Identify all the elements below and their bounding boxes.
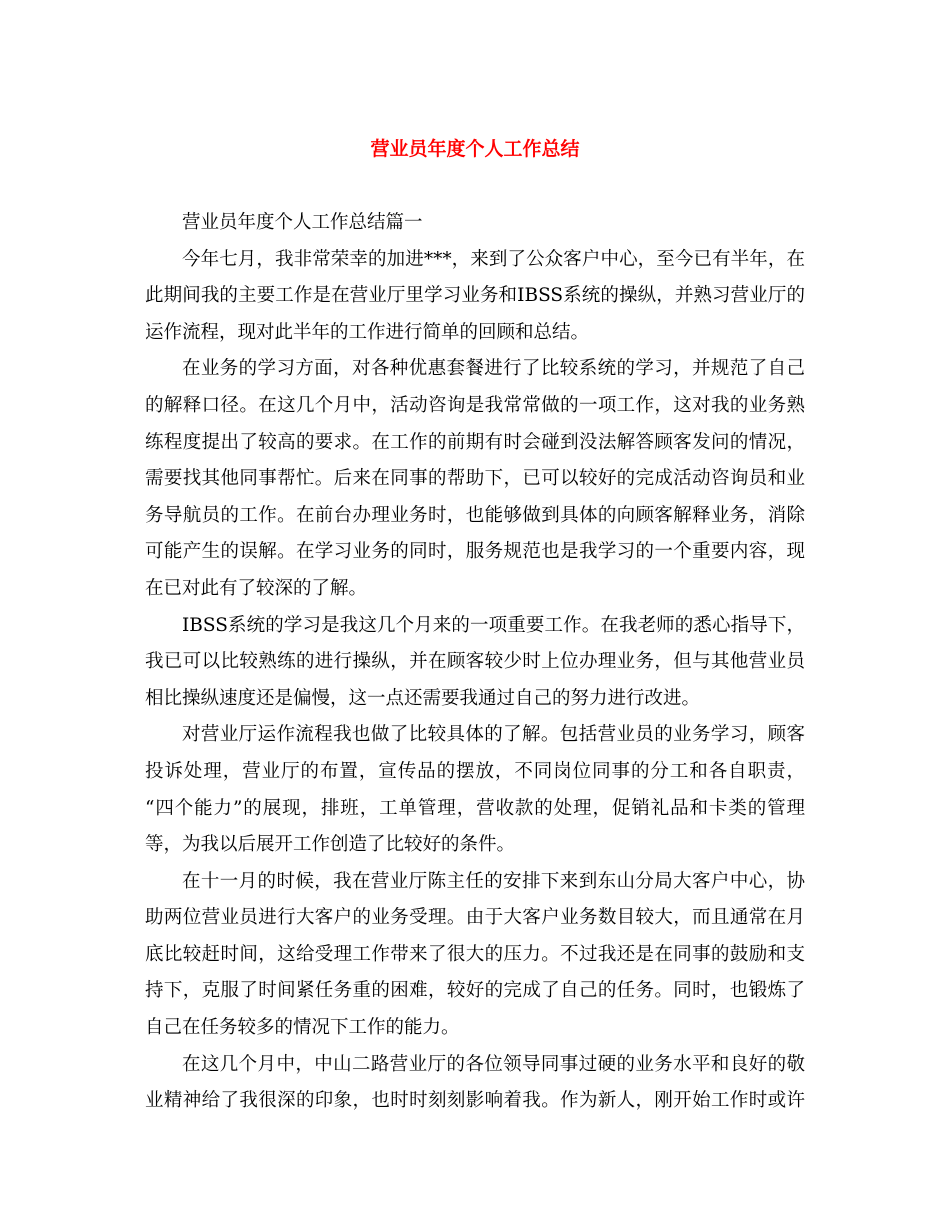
paragraph-line: 底比较赶时间，这给受理工作带来了很大的压力。不过我还是在同事的鼓励和支	[145, 943, 805, 965]
document-title: 营业员年度个人工作总结	[370, 138, 580, 160]
paragraph-line: 运作流程，现对此半年的工作进行简单的回顾和总结。	[145, 321, 590, 343]
paragraph-line: 在业务的学习方面，对各种优惠套餐进行了比较系统的学习，并规范了自己	[182, 358, 805, 380]
paragraph-line: 对营业厅运作流程我也做了比较具体的了解。包括营业员的业务学习，顾客	[182, 724, 805, 746]
document-body	[145, 205, 805, 1120]
paragraph-line: 投诉处理，营业厅的布置，宣传品的摆放，不同岗位同事的分工和各自职责，	[145, 760, 805, 782]
paragraph-line: 需要找其他同事帮忙。后来在同事的帮助下，已可以较好的完成活动咨询员和业	[145, 468, 805, 490]
paragraph-line: 助两位营业员进行大客户的业务受理。由于大客户业务数目较大，而且通常在月	[145, 907, 805, 929]
paragraph-line: 营业员年度个人工作总结篇一	[182, 212, 423, 233]
paragraph-line: 我已可以比较熟练的进行操纵，并在顾客较少时上位办理业务，但与其他营业员	[145, 651, 805, 673]
paragraph-line: “四个能力”的展现，排班，工单管理，营收款的处理，促销礼品和卡类的管理	[145, 797, 805, 819]
paragraph-line: 务导航员的工作。在前台办理业务时，也能够做到具体的向顾客解释业务，消除	[145, 504, 805, 526]
paragraph-line: IBSS系统的学习是我这几个月来的一项重要工作。在我老师的悉心指导下，	[182, 614, 805, 636]
paragraph-line: 练程度提出了较高的要求。在工作的前期有时会碰到没法解答顾客发问的情况，	[145, 431, 805, 453]
paragraph-line: 持下，克服了时间紧任务重的困难，较好的完成了自己的任务。同时，也锻炼了	[145, 980, 805, 1002]
paragraph-line: 此期间我的主要工作是在营业厅里学习业务和IBSS系统的操纵，并熟习营业厅的	[145, 285, 805, 307]
paragraph-line: 相比操纵速度还是偏慢，这一点还需要我通过自己的努力进行改进。	[145, 687, 701, 709]
paragraph-line: 在已对此有了较深的了解。	[145, 577, 368, 599]
paragraph-line: 今年七月，我非常荣幸的加进***，来到了公众客户中心，至今已有半年，在	[182, 248, 805, 270]
paragraph-line: 等，为我以后展开工作创造了比较好的条件。	[145, 834, 516, 856]
paragraph-line: 在十一月的时候，我在营业厅陈主任的安排下来到东山分局大客户中心，协	[182, 870, 805, 892]
paragraph-line: 的解释口径。在这几个月中，活动咨询是我常常做的一项工作，这对我的业务熟	[145, 394, 805, 416]
paragraph-line: 自己在任务较多的情况下工作的能力。	[145, 1017, 460, 1039]
paragraph-line: 业精神给了我很深的印象，也时时刻刻影响着我。作为新人，刚开始工作时或许	[145, 1090, 805, 1112]
paragraph-line: 可能产生的误解。在学习业务的同时，服务规范也是我学习的一个重要内容，现	[145, 541, 805, 563]
paragraph-line: 在这几个月中，中山二路营业厅的各位领导同事过硬的业务水平和良好的敬	[182, 1053, 805, 1075]
